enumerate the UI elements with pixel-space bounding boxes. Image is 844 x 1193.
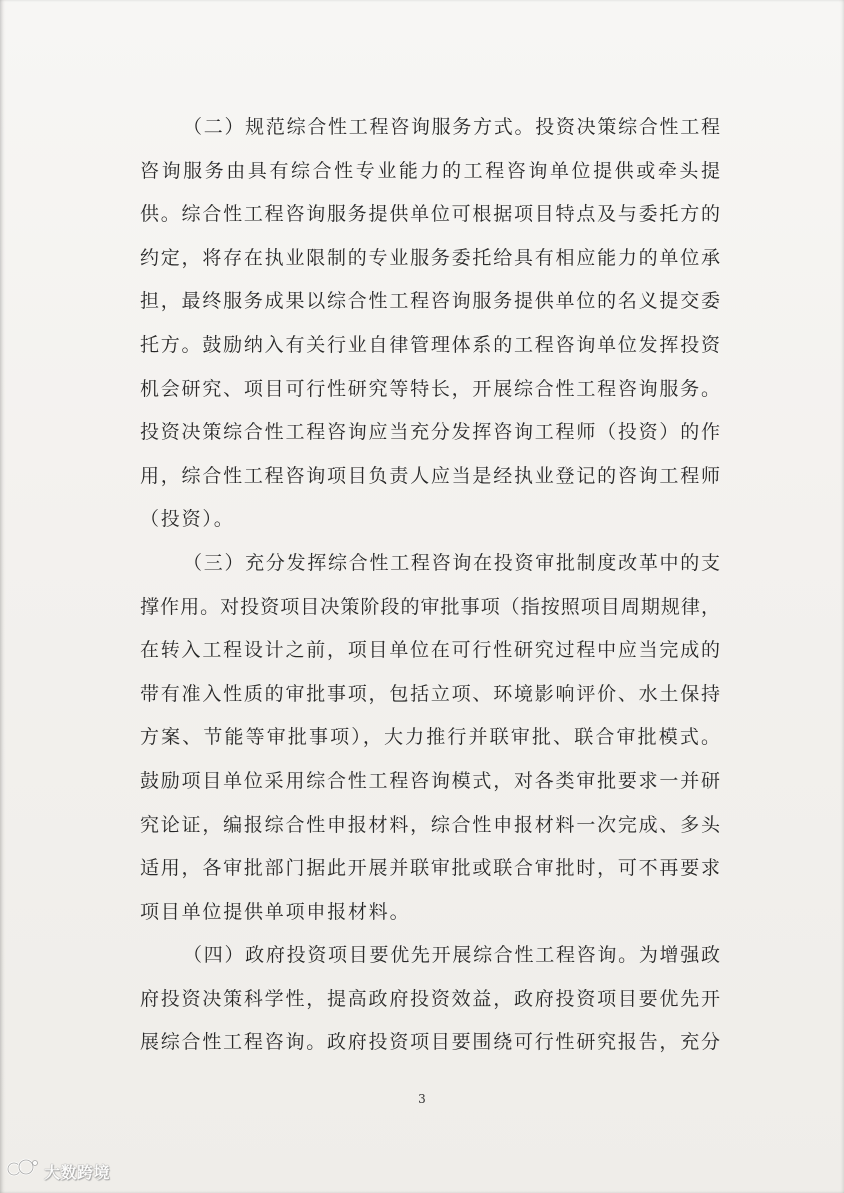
paragraph-line: 托方。鼓励纳入有关行业自律管理体系的工程咨询单位发挥投资 — [140, 333, 720, 356]
watermark — [6, 1158, 110, 1184]
paragraph-line: 撑作用。对投资项目决策阶段的审批事项（指按照项目周期规律， — [140, 595, 720, 618]
paragraph-line: 投资决策综合性工程咨询应当充分发挥咨询工程师（投资）的作 — [140, 421, 720, 444]
paragraph-line: 究论证，编报综合性申报材料，综合性申报材料一次完成、多头 — [140, 813, 720, 836]
paragraph-line: 机会研究、项目可行性研究等特长，开展综合性工程咨询服务。 — [140, 377, 720, 400]
paragraph-line: 府投资决策科学性，提高政府投资效益，政府投资项目要优先开 — [140, 987, 720, 1010]
paragraph-line: 展综合性工程咨询。政府投资项目要围绕可行性研究报告，充分 — [140, 1031, 720, 1054]
page-number: 3 — [418, 1092, 426, 1106]
paragraph-line: 鼓励项目单位采用综合性工程咨询模式，对各类审批要求一并研 — [140, 769, 720, 792]
watermark-logo-icon — [6, 1157, 40, 1185]
document-body — [140, 106, 720, 1065]
paragraph-section-4 — [140, 934, 720, 1065]
paragraph-line: 适用，各审批部门据此开展并联审批或联合审批时，可不再要求 — [140, 857, 720, 880]
paragraph-line: （二）规范综合性工程咨询服务方式。投资决策综合性工程 — [183, 116, 720, 138]
paragraph-line: 供。综合性工程咨询服务提供单位可根据项目特点及与委托方的 — [140, 203, 720, 226]
paragraph-line: 用，综合性工程咨询项目负责人应当是经执业登记的咨询工程师 — [140, 464, 720, 487]
paragraph-line: （四）政府投资项目要优先开展综合性工程咨询。为增强政 — [183, 944, 720, 967]
paragraph-line: 咨询服务由具有综合性专业能力的工程咨询单位提供或牵头提 — [140, 159, 720, 182]
paragraph-line: 项目单位提供单项申报材料。 — [140, 900, 411, 923]
paragraph-line: （三）充分发挥综合性工程咨询在投资审批制度改革中的支 — [183, 551, 720, 574]
paragraph-line: （投资）。 — [140, 508, 235, 531]
paragraph-line: 约定，将存在执业限制的专业服务委托给具有相应能力的单位承 — [140, 246, 720, 269]
paragraph-line: 在转入工程设计之前，项目单位在可行性研究过程中应当完成的 — [140, 639, 720, 662]
watermark-text: 大数跨境 — [44, 1162, 111, 1182]
paragraph-section-3 — [140, 542, 720, 934]
paragraph-section-2 — [140, 106, 720, 542]
paragraph-line: 担，最终服务成果以综合性工程咨询服务提供单位的名义提交委 — [140, 290, 720, 313]
paragraph-line: 方案、节能等审批事项），大力推行并联审批、联合审批模式。 — [140, 726, 720, 749]
paragraph-line: 带有准入性质的审批事项，包括立项、环境影响评价、水土保持 — [140, 682, 720, 705]
